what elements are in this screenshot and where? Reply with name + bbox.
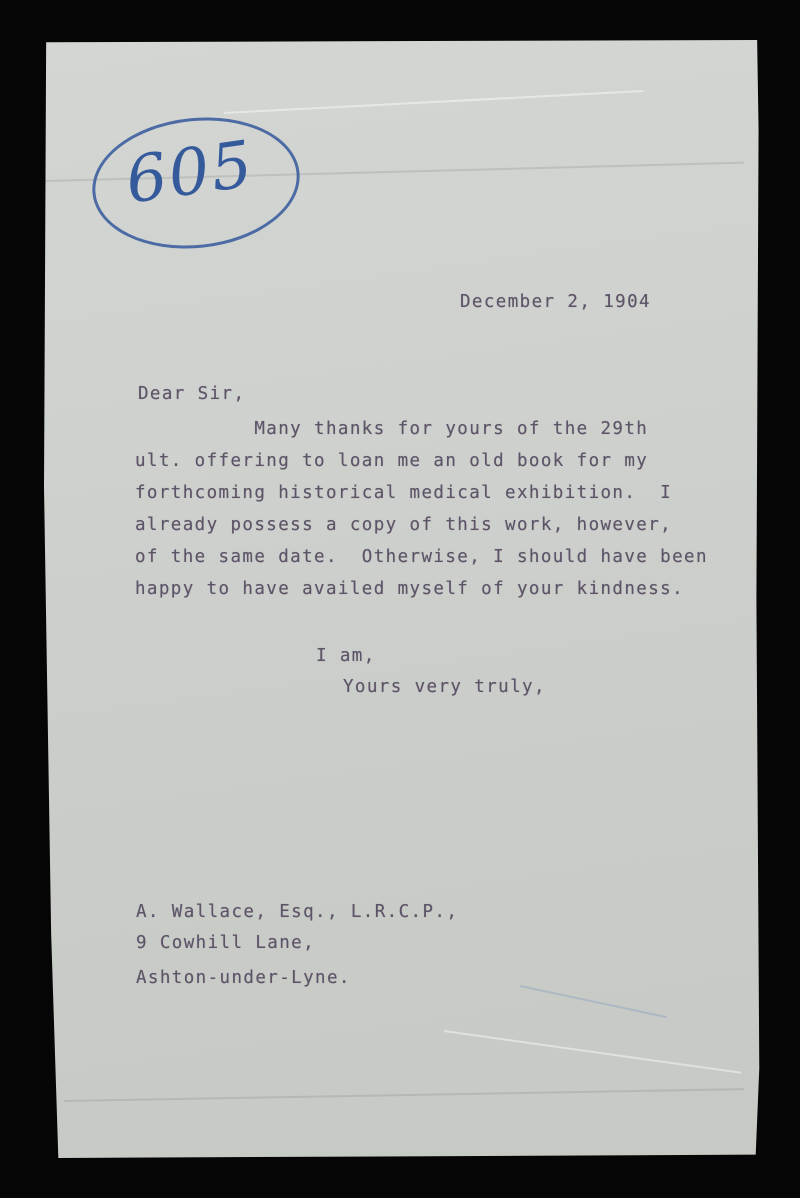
letter-salutation: Dear Sir, [138, 384, 246, 404]
body-line: of the same date. Otherwise, I should have been [135, 547, 708, 567]
archive-number-stamp [92, 118, 298, 246]
paper-crease [224, 90, 644, 114]
stamp-number: 605 [121, 127, 259, 219]
body-line: Many thanks for yours of the 29th [135, 419, 649, 439]
letter-date: December 2, 1904 [460, 292, 651, 312]
letter-body [135, 413, 775, 605]
recipient-name: A. Wallace, Esq., L.R.C.P., [136, 902, 459, 922]
body-line: already possess a copy of this work, however, [135, 515, 673, 535]
letter-signoff: Yours very truly, [343, 677, 546, 697]
letter-closing: I am, [316, 646, 376, 666]
body-line: happy to have availed myself of your kindness. [135, 579, 685, 599]
body-line: forthcoming historical medical exhibition. I [135, 483, 673, 503]
body-line: ult. offering to loan me an old book for my [135, 451, 649, 471]
recipient-town: Ashton-under-Lyne. [136, 968, 351, 988]
paper-crease [444, 1030, 741, 1074]
recipient-street: 9 Cowhill Lane, [136, 933, 316, 953]
paper-crease [64, 1088, 744, 1102]
